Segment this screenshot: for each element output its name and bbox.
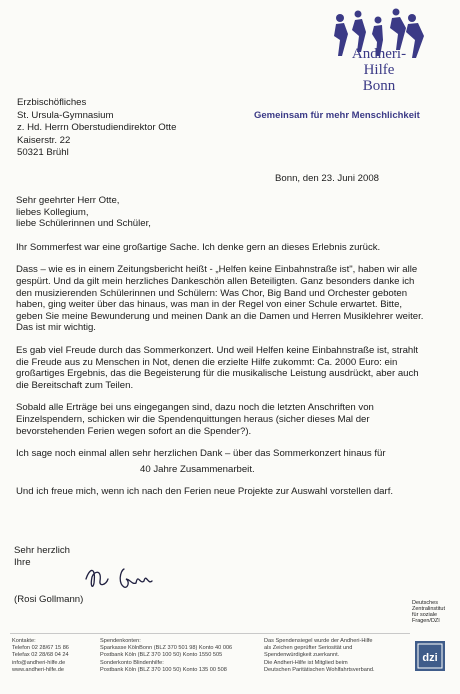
signoff-line: Sehr herzlich xyxy=(14,545,70,556)
signer-name: (Rosi Gollmann) xyxy=(14,594,84,605)
footer-divider xyxy=(10,633,410,634)
footer-line: info@andheri-hilfe.de xyxy=(12,659,66,666)
recipient-address xyxy=(17,97,176,160)
handwritten-signature-icon xyxy=(80,557,170,597)
footer-line: Telefon 02 28/67 15 86 xyxy=(12,645,69,652)
footer-line: Spendenwürdigkeit zuerkannt. xyxy=(264,652,340,659)
footer-line: Sonderkonto Blindenhilfe: xyxy=(100,659,164,666)
salutation-line: liebes Kollegium, xyxy=(16,206,89,218)
paragraph: Ihr Sommerfest war eine großartige Sache. Ich denke gern an dieses Erlebnis zurück. xyxy=(16,241,381,253)
logo-line-2: Hilfe xyxy=(363,62,395,78)
signoff-line: Ihre xyxy=(14,557,31,568)
salutation-line: liebe Schülerinnen und Schüler, xyxy=(16,218,151,230)
paragraph: Sobald alle Erträge bei uns eingegangen sind, dazu noch die letzten Anschriften von Einzelspendern, schicken wir die Spendenquittungen heraus (sicher dieses Mal der bevorstehenden Ferien wegen sofort an die Spender?). xyxy=(16,402,374,437)
footer-line: Sparkasse KölnBonn (BLZ 370 501 98) Konto 40 006 xyxy=(100,645,233,652)
dzi-seal-icon xyxy=(415,641,445,671)
footer-accounts xyxy=(100,638,232,674)
footer-line: www.andheri-hilfe.de xyxy=(12,666,64,673)
dzi-caption-line: für soziale xyxy=(412,612,438,618)
footer-contacts xyxy=(12,638,69,674)
footer-notice xyxy=(264,638,375,674)
paragraph: Ich sage noch einmal allen sehr herzlichen Dank – über das Sommerkonzert hinaus für xyxy=(16,448,386,460)
dzi-seal-caption xyxy=(412,600,452,624)
address-line: z. Hd. Herrn Oberstudiendirektor Otte xyxy=(17,122,177,134)
signoff xyxy=(14,545,70,569)
footer-line: Telefax 02 28/68 04 24 xyxy=(12,652,69,659)
dzi-caption-line: Zentralinstitut xyxy=(412,606,446,612)
logo-line-3: Bonn xyxy=(362,78,396,94)
letter-date: Bonn, den 23. Juni 2008 xyxy=(275,173,380,184)
dzi-caption-line: Fragen/DZI xyxy=(412,618,440,624)
salutation-line: Sehr geehrter Herr Otte, xyxy=(16,195,120,206)
salutation xyxy=(16,195,431,230)
logo-line-1: Andheri- xyxy=(351,46,407,62)
footer-line: Postbank Köln (BLZ 370 100 50) Konto 135 00 508 xyxy=(100,666,227,673)
paragraph: Dass – wie es in einem Zeitungsbericht heißt - „Helfen keine Einbahnstraße ist", haben wir alle gespürt. Und da gilt mein herzliches Dankeschön allen Beteiligten. Ganz besonders danke ich den musizierenden Schülerinnen und Schülern: Was Chor, Big Band und Orchester geboten haben, ging weiter über das hinaus, was man in der Regel von einer Schule erwartet. Bitte, geben Sie meine Bewunderung und meinen Dank an die Damen und Herren Musiklehrer weiter. Das ist mir wichtig. xyxy=(16,264,424,334)
footer-line: als Zeichen geprüfter Seriosität und xyxy=(264,645,353,652)
letter-body xyxy=(16,195,431,509)
footer-line: Kontakte: xyxy=(12,638,36,644)
footer-line: Spendenkonten: xyxy=(100,638,141,644)
closing-paragraph: Und ich freue mich, wenn ich nach den Ferien neue Projekte zur Auswahl vorstellen darf. xyxy=(16,486,394,498)
footer-line: Postbank Köln (BLZ 370 100 50) Konto 1550 505 xyxy=(100,652,223,659)
footer-line: Deutschen Paritätischen Wohlfahrtsverband. xyxy=(264,666,375,673)
paragraph: Es gab viel Freude durch das Sommerkonzert. Und weil Helfen keine Einbahnstraße ist, strahlt die Freude aus zu Menschen in Not, denen die erzielte Hilfe zukommt: Ca. 2000 Euro: ein großartiges Ergebnis, das die Begeisterung für die musikalische Leistung ausdrückt, aber auch die Bereitschaft zum Teilen. xyxy=(16,344,419,391)
footer-line: Das Spendensiegel wurde der Andheri-Hilfe xyxy=(264,638,373,644)
dzi-seal-label: dzi xyxy=(422,652,438,664)
dzi-caption-line: Deutsches xyxy=(412,600,438,606)
footer-line: Die Andheri-Hilfe ist Mitglied beim xyxy=(264,659,348,666)
address-line: Erzbischöfliches xyxy=(17,97,87,108)
indented-line: 40 Jahre Zusammenarbeit. xyxy=(140,463,255,475)
address-line: 50321 Brühl xyxy=(17,147,69,159)
address-line: St. Ursula-Gymnasium xyxy=(17,109,114,121)
tagline: Gemeinsam für mehr Menschlichkeit xyxy=(254,110,420,121)
logo-wordmark xyxy=(334,46,424,94)
address-line: Kaiserstr. 22 xyxy=(17,134,71,146)
